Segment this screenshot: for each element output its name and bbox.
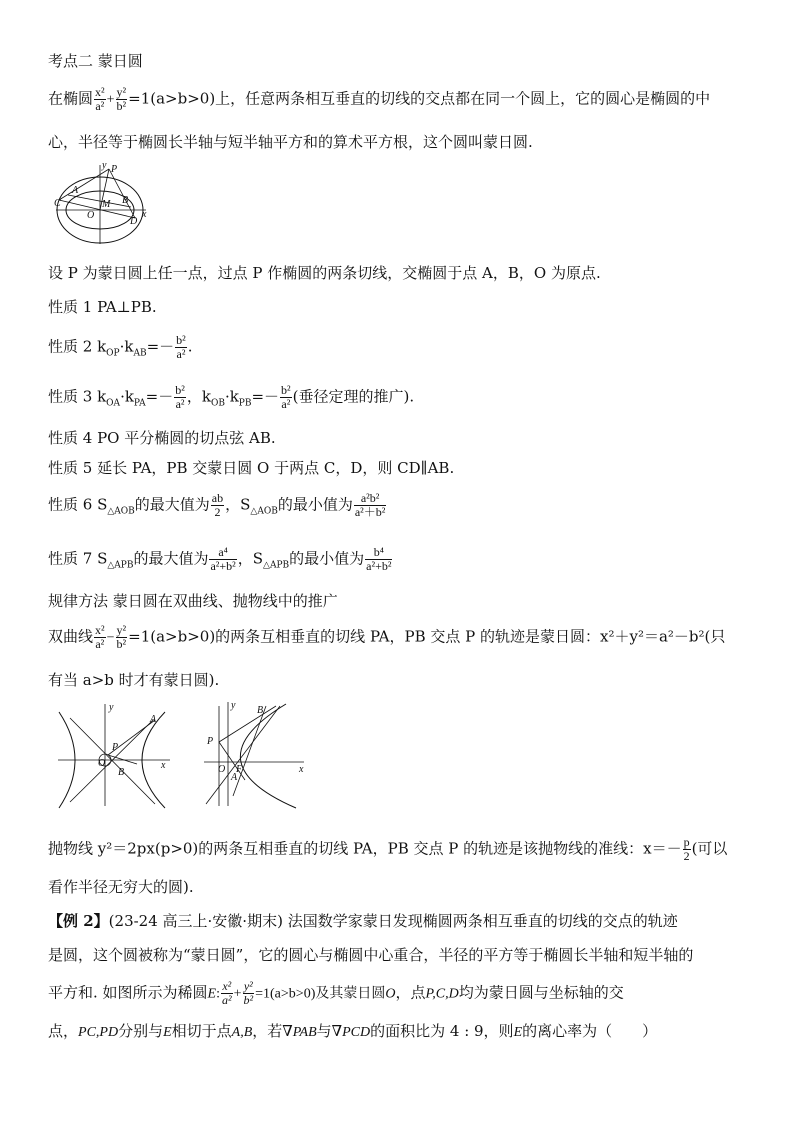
p2-text: 性质 2 k [48, 337, 107, 356]
example-var: P,C,D [425, 986, 459, 1002]
intro-text-a: 在椭圆 [48, 89, 94, 108]
p7-sub: △APB [107, 560, 134, 571]
frac-num: b² [281, 383, 291, 397]
example-text: 均为蒙日圆与坐标轴的交 [458, 983, 624, 1002]
frac-a4-sum [209, 546, 236, 573]
frac-num: x² [222, 979, 232, 993]
focal-chord [206, 706, 280, 804]
p7-text: 性质 7 S [48, 549, 108, 568]
frac-den: b² [116, 99, 127, 113]
p3-text: ，k [186, 387, 211, 406]
property-7 [48, 546, 393, 573]
hyperbola-line-2: 有当 a>b 时才有蒙日圆). [48, 671, 220, 689]
frac-den: a²＋b² [354, 505, 386, 519]
label-p: P [112, 742, 119, 753]
frac-b2-a2 [175, 334, 187, 361]
hyperbola-line-1: 双曲线 $\frac{\text{x²}}{\text{a²}}$ − $\frac{\text{y²}}{\text{b²}}$ =1(a>b>0)的两条互相垂直的切线 PA，PB 交点 P 的轨迹是蒙日圆：x²＋y²＝a²－b²(只 [48, 623, 726, 651]
example-text: 分别与 [118, 1022, 164, 1040]
frac-num: b⁴ [365, 546, 392, 560]
p3-text: ·k [224, 387, 239, 406]
frac-num: y² [116, 85, 127, 99]
frac-num: p [683, 835, 690, 849]
p6-sub: △AOB [107, 506, 135, 517]
label-o: O [98, 758, 106, 769]
example-line-3: 平方和. 如图所示为稀圆E: $\frac{\text{x²}}{\text{a²}}$ + $\frac{\text{y²}}{\text{b²}}$ =1(a>b>0)及其蒙日圆O，点P,C,D均为蒙日圆与坐标轴的交 [48, 979, 624, 1007]
intro-text-b: =1(a>b>0)上，任意两条相互垂直的切线的交点都在同一个圆上，它的圆心是椭圆的中 [128, 89, 711, 108]
label-b: B [122, 195, 129, 206]
frac-x2-a2 [94, 624, 106, 651]
p3-eq: =－ [251, 387, 280, 406]
hyperbola-figure [55, 700, 175, 810]
label-d: D [130, 216, 138, 227]
frac-y2-b2 [116, 624, 128, 651]
example-text: ，若∇ [252, 1022, 293, 1040]
label-b: B [257, 705, 264, 716]
label-x: x [161, 760, 166, 771]
parabola-line-2: 看作半径无穷大的圆). [48, 878, 194, 896]
p3-sub: OB [210, 398, 225, 409]
tangent-pc [59, 169, 109, 200]
label-o: O [87, 210, 95, 221]
label-a: A [72, 185, 79, 196]
frac-num: x² [95, 85, 105, 99]
label-p: P [111, 164, 118, 175]
label-y: y [231, 700, 236, 711]
example-text: 平方和. 如图所示为稀圆 [48, 983, 208, 1002]
p3-text: 性质 3 k [48, 387, 107, 406]
frac-num: y² [116, 623, 127, 637]
frac-den: a²+b² [366, 559, 392, 573]
example-text: 相切于点 [171, 1022, 232, 1040]
label-a: A [150, 714, 157, 725]
p3-sub: PA [133, 398, 146, 409]
p3-text: ·k [120, 387, 134, 406]
tangent-pb [108, 755, 137, 764]
example-line-4 [48, 1020, 657, 1041]
hyper-text: =1(a>b>0)的两条互相垂直的切线 PA，PB 交点 P 的轨迹是蒙日圆：x²＋y²＝a²－b²(只 [128, 627, 726, 646]
example-var: E [207, 986, 217, 1002]
label-c: C [54, 198, 61, 209]
example-text: (23-24 高三上·安徽·期末) 法国数学家蒙日发现椭圆两条相互垂直的切线的交点的轨迹 [108, 912, 678, 930]
p3-sub: OA [106, 398, 121, 409]
label-x: x [299, 764, 304, 775]
p7-text: 的最大值为 [133, 549, 209, 568]
example-var: PC,PD [78, 1025, 119, 1040]
parabola-figure [200, 700, 310, 810]
frac-num: b² [175, 383, 185, 397]
property-3 [48, 384, 414, 411]
p3-sub: PB [238, 398, 252, 409]
property-2: 性质 2 $k_{OP}\cdot k_{AB}=-$ $\frac{\text{b²}}{\text{a²}}$ . [48, 333, 193, 361]
p2-sub-op: OP [106, 348, 120, 359]
p3-eq: =－ [145, 387, 174, 406]
label-m: M [102, 199, 111, 210]
example-eq: =1(a>b>0)及其蒙日圆 [255, 986, 386, 1002]
hyper-text: 双曲线 [48, 627, 94, 646]
label-y: y [102, 160, 107, 171]
example-var: PCD [342, 1025, 371, 1040]
example-tag: 【例 2】 [48, 912, 109, 930]
frac-ab-2 [211, 492, 224, 519]
example-var: A,B [231, 1025, 253, 1040]
frac-den: b² [116, 637, 127, 651]
property-5: 性质 5 延长 PA，PB 交蒙日圆 O 于两点 C，D，则 CD∥AB. [48, 459, 455, 477]
rule-title: 规律方法 蒙日圆在双曲线、抛物线中的推广 [48, 592, 338, 610]
p6-text: 性质 6 S [48, 495, 108, 514]
example-text: 与∇ [316, 1022, 343, 1040]
frac-den: b² [243, 993, 254, 1007]
frac-b4-sum [365, 546, 392, 573]
frac-den: a²+b² [210, 559, 236, 573]
p2-text: ·k [119, 337, 134, 356]
p6-sub: △AOB [250, 506, 278, 517]
intro-line-2: 心，半径等于椭圆长半轴与短半轴平方和的算术平方根，这个圆叫蒙日圆. [48, 133, 533, 151]
frac-den: a² [176, 347, 186, 361]
frac-a2b2-sum [354, 492, 387, 519]
frac-num: y² [243, 979, 253, 993]
p2-sub-ab: AB [133, 348, 147, 359]
frac-den: a² [222, 993, 232, 1007]
parabola-curve [240, 704, 296, 808]
p7-text: ，S [237, 549, 264, 568]
tangent-pd [109, 169, 135, 218]
label-o: O [218, 764, 226, 775]
frac-den: a² [175, 397, 185, 411]
p6-text: 的最小值为 [277, 495, 353, 514]
property-1: 性质 1 PA⊥PB. [48, 298, 157, 316]
p2-eq: =－ [146, 337, 175, 356]
frac-y2-b2 [116, 86, 128, 113]
frac-b2-a2 [174, 384, 186, 411]
example-text: 的离心率为（ ） [522, 1022, 658, 1040]
frac-num: b² [176, 333, 186, 347]
property-6 [48, 492, 387, 519]
frac-num: x² [95, 623, 105, 637]
example-line-2: 是圆，这个圆被称为“蒙日圆”，它的圆心与椭圆中心重合，半径的平方等于椭圆长半轴和短半轴的 [48, 946, 694, 964]
line-ba [233, 706, 266, 796]
property-4: 性质 4 PO 平分椭圆的切点弦 AB. [48, 429, 276, 447]
section-title: 考点二 蒙日圆 [48, 52, 143, 70]
example-text: 点， [48, 1022, 79, 1040]
monge-ellipse-figure [50, 160, 155, 250]
p7-text: 的最小值为 [289, 549, 365, 568]
example-var: O [385, 986, 396, 1002]
frac-den: 2 [683, 849, 690, 863]
example-line-1 [48, 910, 678, 931]
example-var: E [513, 1025, 523, 1040]
frac-b2-a2 [280, 384, 292, 411]
label-y: y [109, 702, 114, 713]
label-a: A [231, 772, 238, 783]
frac-x2-a2 [221, 980, 233, 1007]
setup-text: 设 P 为蒙日圆上任一点，过点 P 作椭圆的两条切线，交椭圆于点 A，B，O 为原点. [48, 264, 601, 282]
example-text: ，点 [395, 983, 426, 1002]
p6-text: 的最大值为 [134, 495, 210, 514]
p3-text: (垂径定理的推广). [292, 387, 415, 406]
p6-text: ，S [225, 495, 251, 514]
frac-num: ab [211, 491, 224, 505]
parab-text: 抛物线 y²＝2px(p>0)的两条互相垂直的切线 PA，PB 交点 P 的轨迹是该抛物线的准线：x＝－ [48, 839, 682, 858]
frac-p-2 [683, 836, 691, 863]
label-b: B [118, 767, 125, 778]
parabola-line-1 [48, 836, 727, 863]
intro-line-1: 在椭圆 $\frac{\text{x²}}{\text{a²}}$ + $\frac{\text{y²}}{\text{b²}}$ =1(a>b>0)上，任意两条相互垂直的切线的交点都在同一个圆上，它的圆心是椭圆的中 [48, 85, 711, 113]
parab-text: (可以 [691, 839, 728, 858]
example-var: PAB [292, 1025, 317, 1040]
example-text: 的面积比为 4 : 9，则 [370, 1022, 514, 1040]
frac-den: 2 [214, 505, 221, 519]
frac-den: a² [281, 397, 291, 411]
example-var: E [163, 1025, 172, 1040]
label-x: x [142, 209, 147, 220]
label-p: P [207, 736, 214, 747]
label-f: F [236, 764, 243, 775]
frac-den: a² [95, 637, 105, 651]
frac-den: a² [95, 99, 105, 113]
frac-num: a⁴ [209, 546, 236, 560]
p7-sub: △APB [263, 560, 290, 571]
frac-y2-b2 [243, 980, 255, 1007]
frac-x2-a2 [94, 86, 106, 113]
frac-num: a²b² [354, 492, 387, 506]
